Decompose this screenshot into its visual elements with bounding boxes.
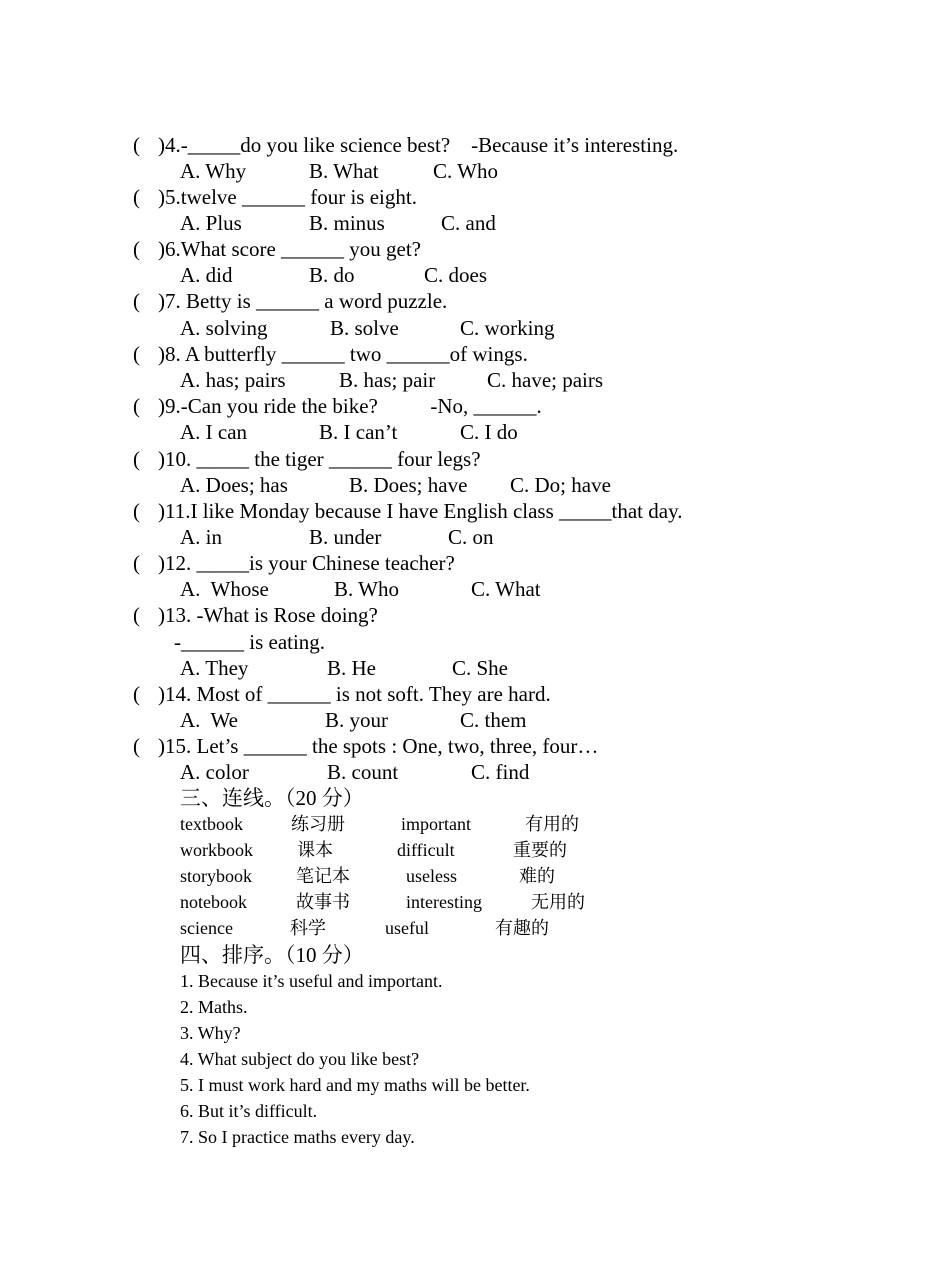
question-8-option-c: C. have; pairs [487,368,604,392]
question-6-text: )6.What score ______ you get? [158,237,422,261]
question-9-option-a: A. I can [180,420,248,444]
question-10-option-a: A. Does; has [180,473,288,497]
match-row-4-adjective: interesting [406,892,482,912]
order-item-2: 2. Maths. [180,997,248,1017]
order-item-1: 1. Because it’s useful and important. [180,971,443,991]
question-6-paren: ( [133,237,140,261]
question-10-option-c: C. Do; have [510,473,611,497]
match-row-2-english: workbook [180,840,253,860]
question-14-option-c: C. them [460,708,527,732]
question-7-option-a: A. solving [180,316,268,340]
question-12-option-a: A. Whose [180,577,269,601]
question-13-option-a: A. They [180,656,249,680]
question-10-option-b: B. Does; have [349,473,468,497]
question-9-option-c: C. I do [460,420,518,444]
question-10-text: )10. _____ the tiger ______ four legs? [158,447,481,471]
section-3-heading: 三、连线。（20 分） [180,786,364,810]
order-item-6: 6. But it’s difficult. [180,1101,318,1121]
match-row-5-english: science [180,918,233,938]
match-row-4-chinese: 故事书 [296,892,350,912]
match-row-1-adjective: important [401,814,471,834]
question-14-text: )14. Most of ______ is not soft. They are hard. [158,682,551,706]
question-7-option-b: B. solve [330,316,399,340]
question-11-option-b: B. under [309,525,382,549]
question-6-option-b: B. do [309,263,355,287]
question-5-paren: ( [133,185,140,209]
question-7-option-c: C. working [460,316,555,340]
question-12-paren: ( [133,551,140,575]
match-row-2-adjective: difficult [397,840,455,860]
question-8-paren: ( [133,342,140,366]
match-row-1-english: textbook [180,814,243,834]
question-4-text: )4.-_____do you like science best? -Because it’s interesting. [158,133,679,157]
question-11-option-c: C. on [448,525,494,549]
question-15-option-c: C. find [471,760,530,784]
question-13-paren: ( [133,603,140,627]
question-15-paren: ( [133,734,140,758]
match-row-2-chinese-adjective: 重要的 [513,840,567,860]
match-row-2-chinese: 课本 [297,840,333,860]
match-row-5-chinese: 科学 [290,918,326,938]
question-5-option-b: B. minus [309,211,385,235]
question-13-option-c: C. She [452,656,509,680]
match-row-1-chinese: 练习册 [291,814,345,834]
question-12-option-c: C. What [471,577,541,601]
question-12-option-b: B. Who [334,577,399,601]
question-8-option-a: A. has; pairs [180,368,286,392]
question-15-option-b: B. count [327,760,399,784]
match-row-5-adjective: useful [385,918,429,938]
question-11-text: )11.I like Monday because I have English class _____that day. [158,499,683,523]
question-15-text: )15. Let’s ______ the spots : One, two, three, four… [158,734,599,758]
question-7-text: )7. Betty is ______ a word puzzle. [158,289,448,313]
question-10-paren: ( [133,447,140,471]
match-row-3-chinese: 笔记本 [296,866,350,886]
match-row-3-english: storybook [180,866,252,886]
question-6-option-c: C. does [424,263,487,287]
question-5-text: )5.twelve ______ four is eight. [158,185,417,209]
question-11-option-a: A. in [180,525,222,549]
section-4-heading: 四、排序。（10 分） [180,943,364,967]
question-12-text: )12. _____is your Chinese teacher? [158,551,455,575]
question-15-option-a: A. color [180,760,249,784]
question-11-paren: ( [133,499,140,523]
question-5-option-c: C. and [441,211,496,235]
question-13-text: )13. -What is Rose doing? [158,603,378,627]
match-row-3-adjective: useless [406,866,457,886]
question-14-option-b: B. your [325,708,388,732]
order-item-4: 4. What subject do you like best? [180,1049,420,1069]
match-row-4-english: notebook [180,892,247,912]
question-14-option-a: A. We [180,708,238,732]
order-item-3: 3. Why? [180,1023,241,1043]
match-row-4-chinese-adjective: 无用的 [531,892,585,912]
order-item-7: 7. So I practice maths every day. [180,1127,415,1147]
question-5-option-a: A. Plus [180,211,242,235]
match-row-3-chinese-adjective: 难的 [519,866,555,886]
order-item-5: 5. I must work hard and my maths will be better. [180,1075,530,1095]
question-13-subline: -______ is eating. [174,630,326,654]
match-row-5-chinese-adjective: 有趣的 [495,918,549,938]
question-14-paren: ( [133,682,140,706]
question-8-text: )8. A butterfly ______ two ______of wings. [158,342,528,366]
match-row-1-chinese-adjective: 有用的 [525,814,579,834]
question-6-option-a: A. did [180,263,233,287]
question-9-text: )9.-Can you ride the bike? -No, ______. [158,394,542,418]
question-4-option-b: B. What [309,159,379,183]
question-13-option-b: B. He [327,656,376,680]
question-4-option-c: C. Who [433,159,498,183]
question-9-option-b: B. I can’t [319,420,398,444]
question-8-option-b: B. has; pair [339,368,436,392]
question-4-option-a: A. Why [180,159,247,183]
question-7-paren: ( [133,289,140,313]
question-9-paren: ( [133,394,140,418]
question-4-paren: ( [133,133,140,157]
